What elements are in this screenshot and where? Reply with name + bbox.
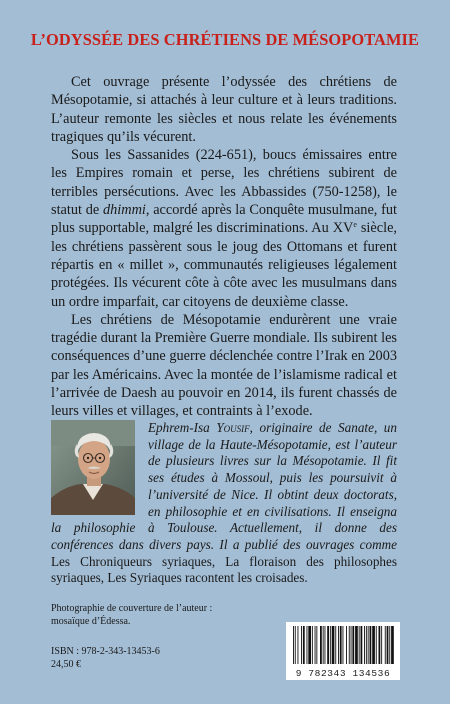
barcode-bar — [389, 626, 390, 664]
barcode-bar — [327, 626, 329, 664]
isbn-price-block — [51, 645, 160, 671]
barcode-bar — [355, 626, 358, 664]
barcode-bar — [325, 626, 326, 664]
barcode-digits: 9 782343 134536 — [295, 668, 391, 679]
barcode-bar — [385, 626, 386, 664]
barcode-bar — [368, 626, 369, 664]
barcode-bar — [364, 626, 365, 664]
barcode-bar — [323, 626, 324, 664]
barcode-bar — [361, 626, 363, 664]
barcode-bar — [298, 626, 299, 664]
summary-paragraph-1: Cet ouvrage présente l’odyssée des chrétiens de Mésopotamie, si attachés à leur culture et à leurs traditions. L’auteur remonte les siècles et nous relate les événements tragiques qu’ils vécurent. — [51, 74, 397, 145]
photo-credit: Photographie de couverture de l’auteur : mosaïque d’Édessa. — [51, 603, 213, 627]
back-cover-title: L’ODYSSÉE DES CHRÉTIENS DE MÉSOPOTAMIE — [30, 30, 420, 49]
barcode-bar — [351, 626, 352, 664]
summary-paragraph-2: Sous les Sassanides (224-651), boucs émissaires entre les Empires romain et perse, les chrétiens subirent de terribles persécutions. Avec les Abbassides (750-1258), le statut de dhimmi, accordé après la Conquête musulmane, fut plus supportable, malgré les discriminations. Au XVe siècle, les chrétiens passèrent sous le joug des Ottomans et furent répartis en « millet », communautés religieuses légalement protégées. Ils vécurent côte à côte avec les musulmans dans un ordre imparfait, car citoyens de deuxième classe. — [51, 147, 397, 310]
barcode-bar — [346, 626, 347, 664]
barcode-bar — [301, 626, 302, 664]
barcode-bar — [315, 626, 316, 664]
barcode-bar — [330, 626, 331, 664]
barcode-bar — [372, 626, 375, 664]
barcode-bar — [366, 626, 367, 664]
barcode-bar — [370, 626, 372, 664]
summary-paragraph-3: Les chrétiens de Mésopotamie endurèrent une vraie tragédie durant la Première Guerre mondiale. Ils subirent les conséquences d’une guerre déclenchée contre l’Irak en 2003 par les Américains. Avec la montée de l’islamisme radical et l’arrivée de Daesh au pouvoir en 2014, ils furent chassés de leurs villes et villages, et contraints à l’exode. — [51, 311, 397, 420]
book-price: 24,50 € — [51, 659, 81, 670]
barcode-bar — [335, 626, 336, 664]
barcode-bar — [295, 626, 296, 664]
barcode-bar — [338, 626, 339, 664]
barcode-bar — [293, 626, 294, 664]
barcode-bar — [387, 626, 389, 664]
barcode-bar — [352, 626, 354, 664]
author-biography: Ephrem-Isa Yousif, originaire de Sanate, un village de la Haute-Mésopotamie, est l’auteur de plusieurs livres sur la Mésopotamie. Il fit ses études à Mossoul, puis les poursuivit à l’université de Nice. Il obtint deux doctorats, en philosophie et en civilisations. Il enseigna la philosophie à Toulouse. Actuellement, il donne des conférences dans divers pays. Il a publié des ouvrages comme Les Chroniqueurs syriaques, La floraison des philosophes syriaques, Les Syriaques racontent les croisades. — [51, 420, 397, 586]
barcode-bar — [308, 626, 311, 664]
barcode-bar — [381, 626, 382, 664]
barcode-bar — [320, 626, 322, 664]
barcode-bar — [349, 626, 350, 664]
author-first-name: Ephrem-Isa — [148, 420, 217, 435]
barcode-bar — [332, 626, 335, 664]
author-last-name: Yousif — [216, 420, 250, 435]
barcode-bar — [376, 626, 377, 664]
barcode-bar — [316, 626, 317, 664]
barcode-bar — [303, 626, 305, 664]
barcode-bar — [391, 626, 394, 664]
barcode-bar — [343, 626, 344, 664]
barcode-bar — [307, 626, 308, 664]
book-summary — [51, 73, 397, 421]
barcode-bar — [340, 626, 342, 664]
isbn-number: ISBN : 978-2-343-13453-6 — [51, 646, 160, 657]
barcode-bar — [379, 626, 381, 664]
barcode-bar — [312, 626, 313, 664]
barcode-bars — [289, 624, 397, 668]
barcode-bar — [359, 626, 360, 664]
